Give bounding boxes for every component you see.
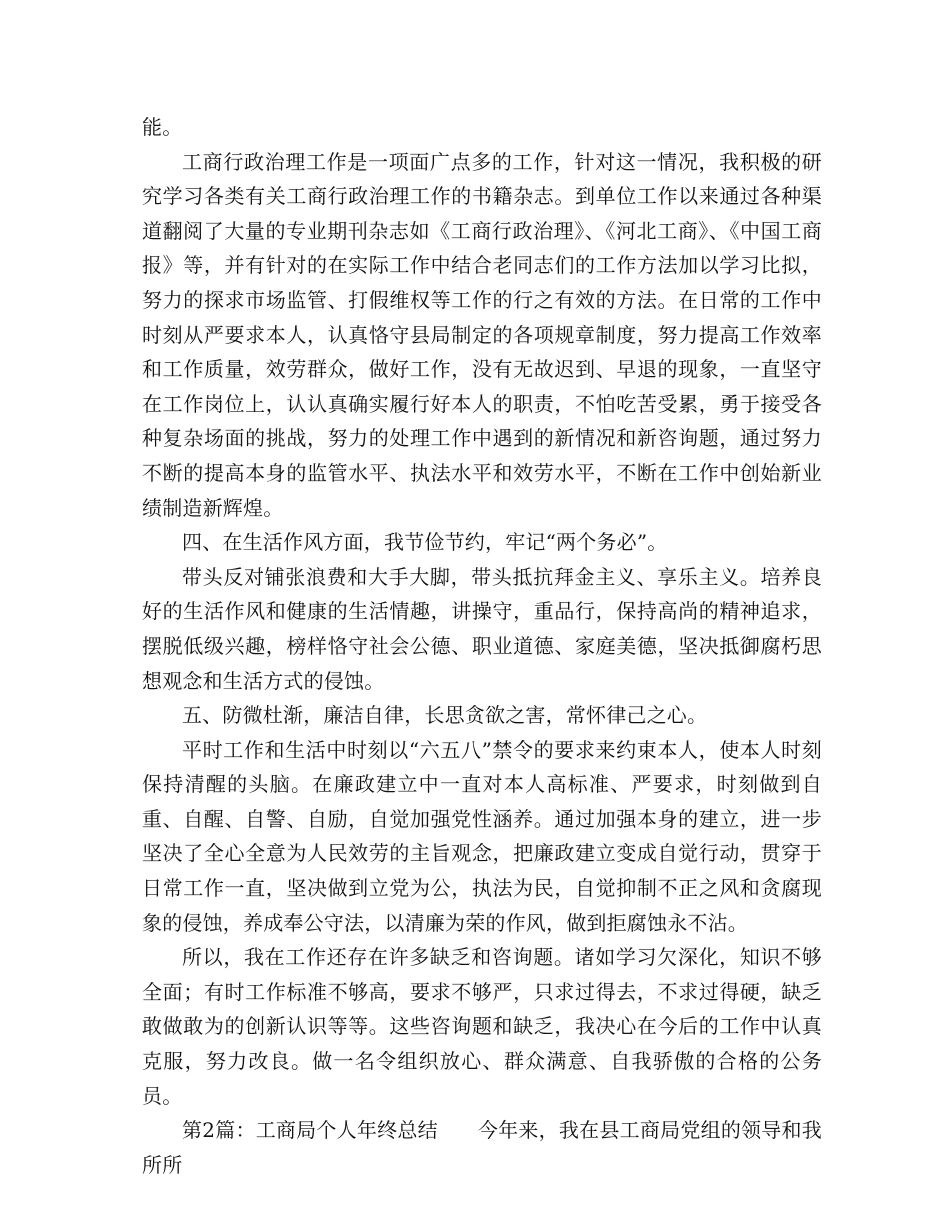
- section-heading-4: 四、在生活作风方面，我节俭节约，牢记“两个务必”。: [182, 530, 668, 555]
- article-continuation: 今年来，我在县工商局党组的领导和我所所: [142, 1118, 822, 1177]
- paragraph-6: 平时工作和生活中时刻以“六五八”禁令的要求来约束本人，使本人时刻保持清醒的头脑。在廉政建立中一直对本人高标准、严要求，时刻做到自重、自醒、自警、自励，自觉加强党性涵养。通过加强本身的建立，进一步坚决了全心全意为人民效劳的主旨观念，把廉政建立变成自觉行动，贯穿于日常工作一直，坚决做到立党为公，执法为民，自觉抑制不正之风和贪腐现象的侵蚀，养成奉公守法，以清廉为荣的作风，做到拒腐蚀永不沾。: [142, 737, 822, 935]
- paragraph-4: 带头反对铺张浪费和大手大脚，带头抵抗拜金主义、享乐主义。培养良好的生活作风和健康的生活情趣，讲操守，重品行，保持高尚的精神追求，摆脱低级兴趣，榜样恪守社会公德、职业道德、家庭美德，坚决抵御腐朽思想观念和生活方式的侵蚀。: [142, 564, 822, 693]
- paragraph-7: 所以，我在工作还存在许多缺乏和咨询题。诸如学习欠深化，知识不够全面；有时工作标准不够高，要求不够严，只求过得去，不求过得硬，缺乏敢做敢为的创新认识等等。这些咨询题和缺乏，我决心在今后的工作中认真克服，努力改良。做一名令组织放心、群众满意、自我骄傲的合格的公务员。: [142, 945, 822, 1108]
- paragraph-1: 能。: [142, 115, 183, 139]
- article-line: [142, 1113, 822, 1182]
- paragraph-2: 工商行政治理工作是一项面广点多的工作，针对这一情况，我积极的研究学习各类有关工商行政治理工作的书籍杂志。到单位工作以来通过各种渠道翻阅了大量的专业期刊杂志如《工商行政治理》、《河北工商》、《中国工商报》等，并有针对的在实际工作中结合老同志们的工作方法加以学习比拟，努力的探求市场监管、打假维权等工作的行之有效的方法。在日常的工作中时刻从严要求本人，认真恪守县局制定的各项规章制度，努力提高工作效率和工作质量，效劳群众，做好工作，没有无故迟到、早退的现象，一直坚守在工作岗位上，认认真确实履行好本人的职责，不怕吃苦受累，勇于接受各种复杂场面的挑战，努力的处理工作中遇到的新情况和新咨询题，通过努力不断的提高本身的监管水平、执法水平和效劳水平，不断在工作中创始新业绩制造新辉煌。: [142, 149, 822, 520]
- section-heading-5: 五、防微杜渐，廉洁自律，长思贪欲之害，常怀律己之心。: [182, 703, 708, 728]
- article-heading: 第2篇：工商局个人年终总结: [182, 1118, 438, 1143]
- document-body: [142, 110, 822, 1182]
